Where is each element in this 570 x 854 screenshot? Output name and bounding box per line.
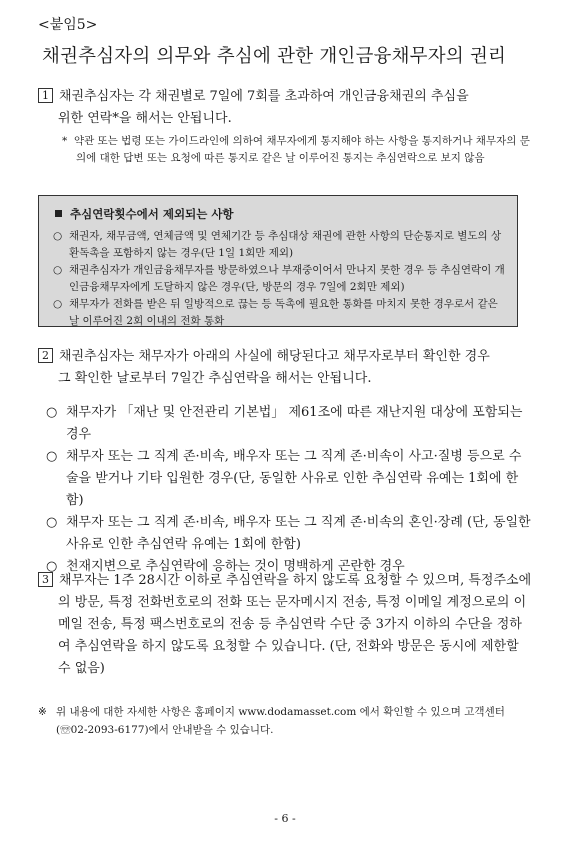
circle-bullet-icon: ○ bbox=[53, 264, 63, 276]
circle-bullet-icon: ○ bbox=[46, 405, 58, 420]
section-2 bbox=[38, 346, 532, 390]
box-item: ○ 채권추심자가 개인금융채무자를 방문하였으나 부재중이어서 만나지 못한 경우 등 추심연락이 개인금융채무자에게 도달하지 않은 경우(단, 방문의 경우 7일에 2회만 제외) bbox=[53, 264, 505, 293]
section-1 bbox=[38, 86, 532, 130]
section-3 bbox=[38, 570, 532, 680]
list-item: ○ 채무자가 「재난 및 안전관리 기본법」 제61조에 따른 재난지원 대상에 포함되는 경우 bbox=[46, 402, 532, 446]
list-item: ○ 채무자 또는 그 직계 존·비속, 배우자 또는 그 직계 존·비속의 혼인·장례 (단, 동일한 사유로 인한 추심연락 유예는 1회에 한함) bbox=[46, 512, 532, 556]
footnote bbox=[38, 703, 530, 739]
section-2-list bbox=[46, 402, 532, 578]
box-item: ○ 채권자, 채무금액, 연체금액 및 연체기간 등 추심대상 채권에 관한 사항의 단순통지로 별도의 상환독촉을 포함하지 않는 경우(단 1일 1회만 제외) bbox=[53, 230, 502, 259]
page-title: 채권추심자의 의무와 추심에 관한 개인금융채무자의 권리 bbox=[42, 46, 507, 67]
circle-bullet-icon: ○ bbox=[53, 298, 63, 310]
section-1-line1: 채권추심자는 각 채권별로 7일에 7회를 초과하여 개인금융채권의 추심을 bbox=[59, 89, 469, 104]
section-2-line1: 채권추심자는 채무자가 아래의 사실에 해당된다고 채무자로부터 확인한 경우 bbox=[59, 349, 490, 364]
circle-bullet-icon: ○ bbox=[46, 559, 58, 574]
section-1-line2: 위한 연락*을 해서는 안됩니다. bbox=[58, 111, 232, 126]
note-mark: * bbox=[62, 135, 68, 147]
section-2-number: 2 bbox=[38, 348, 53, 363]
section-1-number: 1 bbox=[38, 88, 53, 103]
section-1-note bbox=[62, 133, 530, 167]
reference-mark-icon: ※ bbox=[38, 706, 47, 718]
appendix-label: <붙임5> bbox=[38, 17, 98, 33]
footnote-text: 위 내용에 대한 자세한 사항은 홈페이지 www.dodamasset.com 에서 확인할 수 있으며 고객센터(☏02-2093-6177)에서 안내받을 수 있습니다. bbox=[56, 706, 505, 736]
section-2-line2: 그 확인한 날로부터 7일간 추심연락을 해서는 안됩니다. bbox=[58, 371, 372, 386]
page-number: - 6 - bbox=[274, 812, 296, 825]
list-item: ○ 천재지변으로 추심연락에 응하는 것이 명백하게 곤란한 경우 bbox=[46, 556, 532, 578]
list-item: ○ 채무자 또는 그 직계 존·비속, 배우자 또는 그 직계 존·비속이 사고·질병 등으로 수술을 받거나 기타 입원한 경우(단, 동일한 사유로 인한 추심연락 유예는 1회에 한함) bbox=[46, 446, 532, 512]
note-text: 약관 또는 법령 또는 가이드라인에 의하여 채무자에게 통지해야 하는 사항을 통지하거나 채무자의 문의에 대한 답변 또는 요청에 따른 통지로 같은 날 이루어진 통지는 추심연락으로 보지 않음 bbox=[73, 135, 530, 164]
box-heading: 추심연락횟수에서 제외되는 사항 bbox=[70, 207, 234, 221]
square-bullet-icon bbox=[55, 210, 62, 217]
section-3-text: 채무자는 1주 28시간 이하로 추심연락을 하지 않도록 요청할 수 있으며, 특정주소에의 방문, 특정 전화번호로의 전화 또는 문자메시지 전송, 특정 이메일 계정으로의 이메일 전송, 특정 팩스번호로의 전송 등 추심연락 수단 중 3가지 이하의 수단을 정하여 추심연락을 하지 않도록 요청할 수 있습니다. (단, 전화와 방문은 동시에 제한할 수 없음) bbox=[58, 573, 532, 676]
box-item: ○ 채무자가 전화를 받은 뒤 일방적으로 끊는 등 독촉에 필요한 통화를 마치지 못한 경우로서 같은 날 이루어진 2회 이내의 전화 통화 bbox=[53, 298, 498, 327]
circle-bullet-icon: ○ bbox=[46, 449, 58, 464]
circle-bullet-icon: ○ bbox=[46, 515, 58, 530]
exclusion-box bbox=[38, 195, 518, 327]
circle-bullet-icon: ○ bbox=[53, 230, 63, 242]
section-3-number: 3 bbox=[38, 572, 53, 587]
